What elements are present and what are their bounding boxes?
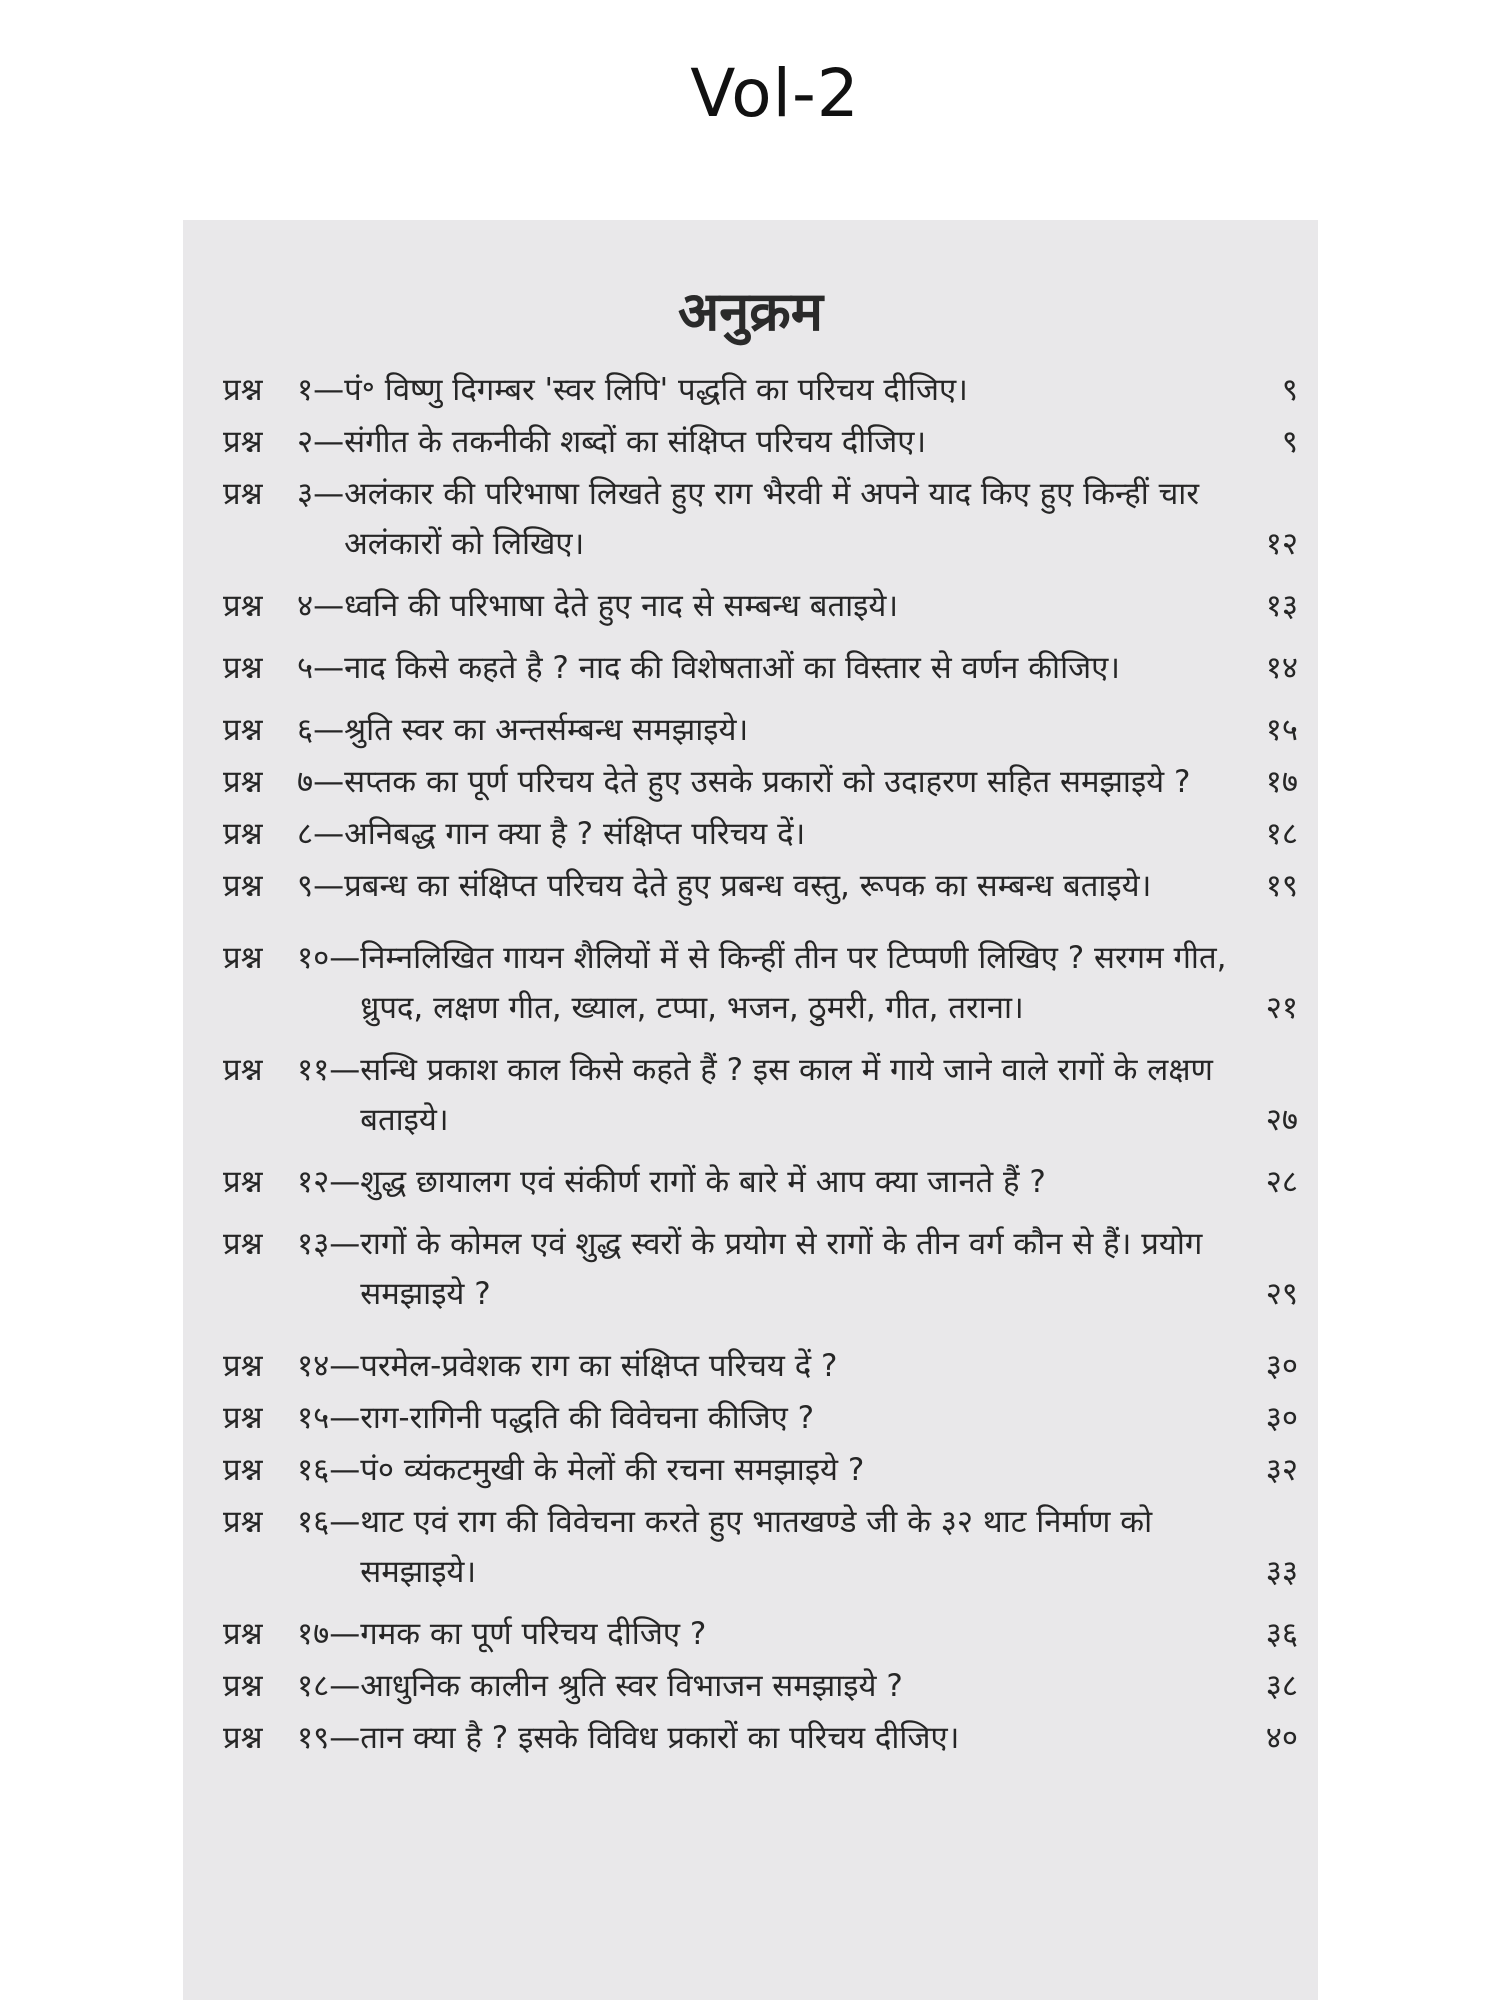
question-text: शुद्ध छायालग एवं संकीर्ण रागों के बारे में आप क्या जानते हैं ? — [360, 1164, 1046, 1200]
question-number: १९— — [297, 1720, 361, 1756]
question-label: प्रश्न — [223, 1052, 263, 1088]
question-text: नाद किसे कहते है ? नाद की विशेषताओं का विस्तार से वर्णन कीजिए। — [344, 650, 1120, 686]
page-number: ९ — [1281, 372, 1298, 408]
question-number: ११— — [297, 1052, 361, 1088]
page-number: २१ — [1265, 990, 1298, 1026]
toc-entry — [223, 809, 1298, 859]
page-number: ४० — [1265, 1720, 1298, 1756]
question-label: प्रश्न — [223, 372, 263, 408]
toc-entry — [223, 757, 1298, 807]
toc-entry — [223, 417, 1298, 467]
question-label: प्रश्न — [223, 650, 263, 686]
question-number: ४— — [297, 588, 345, 624]
page-number: २७ — [1265, 1102, 1298, 1138]
question-label: प्रश्न — [223, 1164, 263, 1200]
question-number: १७— — [297, 1616, 361, 1652]
question-label: प्रश्न — [223, 816, 263, 852]
question-text: सन्धि प्रकाश काल किसे कहते हैं ? इस काल में गाये जाने वाले रागों के लक्षण बताइये। — [360, 1052, 1213, 1138]
question-text: आधुनिक कालीन श्रुति स्वर विभाजन समझाइये ? — [360, 1668, 903, 1704]
question-text: अनिबद्ध गान क्या है ? संक्षिप्त परिचय दें। — [344, 816, 806, 852]
page-number: ३० — [1265, 1348, 1298, 1384]
scanned-page — [183, 220, 1318, 2000]
question-number: १३— — [297, 1226, 361, 1262]
question-number: २— — [297, 424, 345, 460]
question-text: राग-रागिनी पद्धति की विवेचना कीजिए ? — [360, 1400, 815, 1436]
question-number: १— — [297, 372, 345, 408]
question-number: १२— — [297, 1164, 361, 1200]
question-text: संगीत के तकनीकी शब्दों का संक्षिप्त परिचय दीजिए। — [344, 424, 927, 460]
question-number: ८— — [297, 816, 345, 852]
page-number: १८ — [1265, 816, 1298, 852]
question-number: १८— — [297, 1668, 361, 1704]
toc-entry — [223, 1497, 1298, 1597]
question-label: प्रश्न — [223, 1504, 263, 1540]
question-text: गमक का पूर्ण परिचय दीजिए ? — [360, 1616, 707, 1652]
question-number: १४— — [297, 1348, 361, 1384]
question-text: परमेल-प्रवेशक राग का संक्षिप्त परिचय दें ? — [360, 1348, 838, 1384]
toc-entry — [223, 1157, 1298, 1207]
question-number: १०— — [297, 940, 361, 976]
question-text: प्रबन्ध का संक्षिप्त परिचय देते हुए प्रबन्ध वस्तु, रूपक का सम्बन्ध बताइये। — [344, 868, 1152, 904]
volume-label: Vol-2 — [690, 55, 860, 132]
question-label: प्रश्न — [223, 1452, 263, 1488]
page-number: १५ — [1265, 712, 1298, 748]
question-text: तान क्या है ? इसके विविध प्रकारों का परिचय दीजिए। — [360, 1720, 960, 1756]
page-number: १९ — [1265, 868, 1298, 904]
question-label: प्रश्न — [223, 1226, 263, 1262]
question-label: प्रश्न — [223, 588, 263, 624]
question-number: ५— — [297, 650, 345, 686]
toc-entry — [223, 643, 1298, 693]
page-number: ३८ — [1265, 1668, 1298, 1704]
page-number: ३६ — [1265, 1616, 1298, 1652]
question-number: ९— — [297, 868, 345, 904]
question-label: प्रश्न — [223, 868, 263, 904]
question-label: प्रश्न — [223, 1720, 263, 1756]
toc-entry — [223, 1045, 1298, 1145]
question-number: ७— — [297, 764, 345, 800]
question-text: थाट एवं राग की विवेचना करते हुए भातखण्डे जी के ३२ थाट निर्माण को समझाइये। — [360, 1504, 1153, 1590]
question-label: प्रश्न — [223, 1348, 263, 1384]
question-text: ध्वनि की परिभाषा देते हुए नाद से सम्बन्ध बताइये। — [344, 588, 899, 624]
toc-entry — [223, 1341, 1298, 1391]
question-text: श्रुति स्वर का अन्तर्सम्बन्ध समझाइये। — [344, 712, 749, 748]
question-number: १६— — [297, 1504, 361, 1540]
page-number: ९ — [1281, 424, 1298, 460]
question-label: प्रश्न — [223, 476, 263, 512]
question-number: १५— — [297, 1400, 361, 1436]
toc-list — [223, 365, 1298, 1763]
toc-entry — [223, 861, 1298, 911]
toc-entry — [223, 1393, 1298, 1443]
question-number: १६— — [297, 1452, 361, 1488]
toc-entry — [223, 365, 1298, 415]
question-text: सप्तक का पूर्ण परिचय देते हुए उसके प्रकारों को उदाहरण सहित समझाइये ? — [344, 764, 1191, 800]
question-label: प्रश्न — [223, 1616, 263, 1652]
page-number: १४ — [1265, 650, 1298, 686]
question-label: प्रश्न — [223, 1668, 263, 1704]
page-number: १३ — [1265, 588, 1298, 624]
page-number: ३२ — [1265, 1452, 1298, 1488]
question-label: प्रश्न — [223, 712, 263, 748]
page-number: ३० — [1265, 1400, 1298, 1436]
question-text: अलंकार की परिभाषा लिखते हुए राग भैरवी में अपने याद किए हुए किन्हीं चार अलंकारों को लिखिए। — [344, 476, 1200, 562]
page-number: १७ — [1265, 764, 1298, 800]
toc-entry — [223, 933, 1298, 1033]
page-number: ३३ — [1265, 1554, 1298, 1590]
toc-entry — [223, 469, 1298, 569]
question-text: रागों के कोमल एवं शुद्ध स्वरों के प्रयोग से रागों के तीन वर्ग कौन से हैं। प्रयोग समझाइये ? — [360, 1226, 1203, 1312]
toc-entry — [223, 581, 1298, 631]
toc-entry — [223, 705, 1298, 755]
toc-entry — [223, 1713, 1298, 1763]
question-text: पं० व्यंकटमुखी के मेलों की रचना समझाइये ? — [360, 1452, 865, 1488]
toc-entry — [223, 1661, 1298, 1711]
question-text: निम्नलिखित गायन शैलियों में से किन्हीं तीन पर टिप्पणी लिखिए ? सरगम गीत, ध्रुपद, लक्षण गीत, ख्याल, टप्पा, भजन, ठुमरी, गीत, तराना। — [360, 940, 1227, 1026]
question-text: पं॰ विष्णु दिगम्बर 'स्वर लिपि' पद्धति का परिचय दीजिए। — [344, 372, 968, 408]
toc-entry — [223, 1445, 1298, 1495]
toc-entry — [223, 1609, 1298, 1659]
toc-entry — [223, 1219, 1298, 1319]
question-label: प्रश्न — [223, 424, 263, 460]
question-number: ६— — [297, 712, 345, 748]
question-number: ३— — [297, 476, 345, 512]
page-number: २९ — [1265, 1276, 1298, 1312]
question-label: प्रश्न — [223, 1400, 263, 1436]
page-number: २८ — [1265, 1164, 1298, 1200]
page-number: १२ — [1265, 526, 1298, 562]
question-label: प्रश्न — [223, 940, 263, 976]
toc-heading: अनुक्रम — [678, 280, 823, 343]
question-label: प्रश्न — [223, 764, 263, 800]
